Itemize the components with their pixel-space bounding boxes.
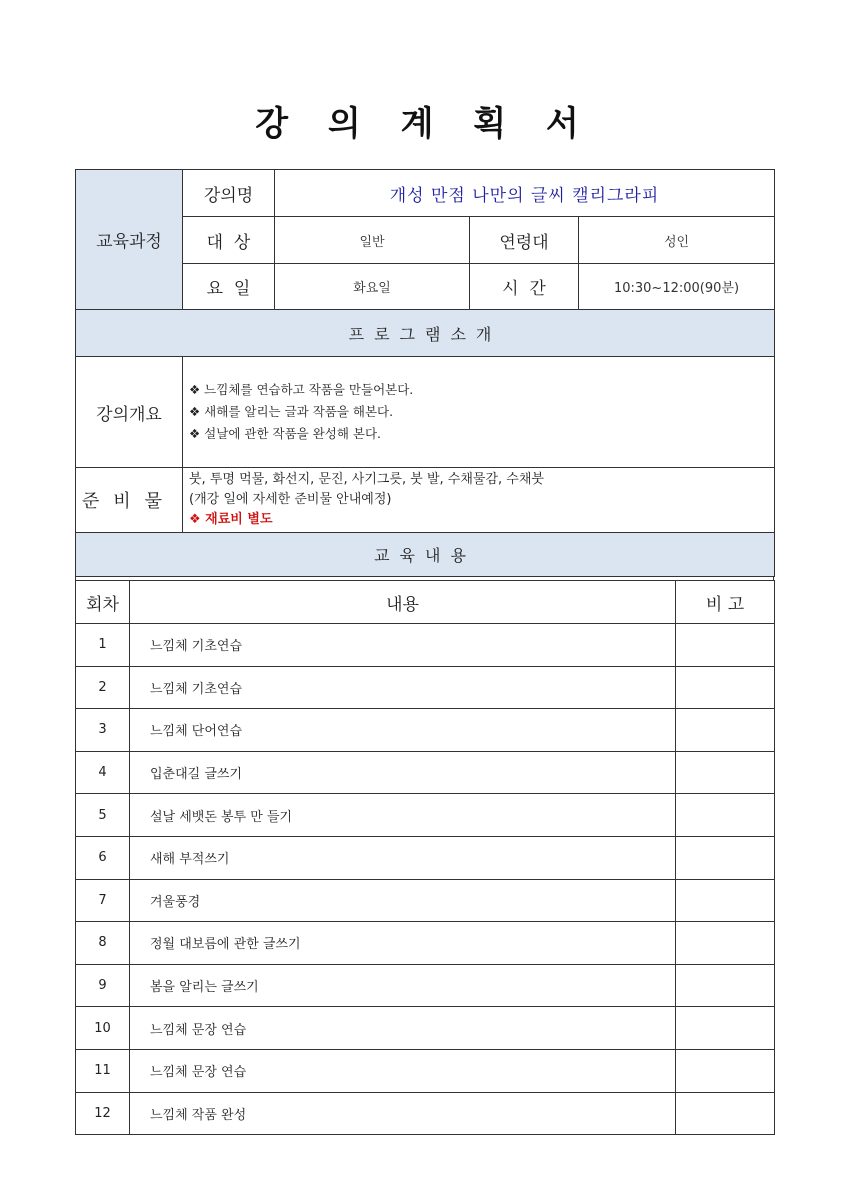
session-remarks (676, 1092, 775, 1135)
schedule-table (75, 580, 775, 1135)
document-title: 강 의 계 획 서 (255, 104, 593, 144)
table-row (76, 666, 775, 709)
age-label: 연령대 (470, 217, 579, 264)
table-row (76, 922, 775, 965)
session-remarks (676, 964, 775, 1007)
education-content-header: 교육내용 (76, 533, 775, 577)
supplies-list: 붓, 투명 먹물, 화선지, 문진, 사기그릇, 붓 발, 수채물감, 수채붓 (189, 472, 544, 487)
table-row (76, 1092, 775, 1135)
session-remarks (676, 1007, 775, 1050)
session-number: 1 (76, 624, 130, 667)
session-content: 느낌체 문장 연습 (130, 1049, 676, 1092)
session-number: 11 (76, 1049, 130, 1092)
session-content: 정월 대보름에 관한 글쓰기 (130, 922, 676, 965)
session-number: 2 (76, 666, 130, 709)
table-row (76, 709, 775, 752)
session-content: 느낌체 기초연습 (130, 624, 676, 667)
session-remarks (676, 922, 775, 965)
course-name: 개성 만점 나만의 글씨 캘리그라피 (275, 170, 775, 217)
session-remarks (676, 709, 775, 752)
table-row (76, 624, 775, 667)
session-content: 봄을 알리는 글쓰기 (130, 964, 676, 1007)
time-label: 시 간 (470, 264, 579, 310)
session-number: 4 (76, 751, 130, 794)
program-intro-header: 프로그램소개 (76, 310, 775, 357)
day-label: 요 일 (183, 264, 275, 310)
overview-label: 강의개요 (76, 357, 183, 468)
table-row (76, 1007, 775, 1050)
table-row (76, 836, 775, 879)
course-name-label: 강의명 (183, 170, 275, 217)
session-number: 7 (76, 879, 130, 922)
age-value: 성인 (579, 217, 775, 264)
session-remarks (676, 879, 775, 922)
session-content: 느낌체 작품 완성 (130, 1092, 676, 1135)
supplies-label: 준비물 (76, 468, 183, 533)
session-remarks (676, 794, 775, 837)
course-info-table (75, 169, 775, 577)
session-remarks (676, 1049, 775, 1092)
session-content: 느낌체 기초연습 (130, 666, 676, 709)
material-fee-note: ❖ 재료비 별도 (189, 512, 273, 527)
table-row (76, 794, 775, 837)
overview-item: ❖ 느낌체를 연습하고 작품을 만들어본다. (189, 382, 414, 397)
day-value: 화요일 (275, 264, 470, 310)
session-number: 8 (76, 922, 130, 965)
target-value: 일반 (275, 217, 470, 264)
session-number: 3 (76, 709, 130, 752)
session-remarks (676, 624, 775, 667)
session-number: 5 (76, 794, 130, 837)
session-content: 겨울풍경 (130, 879, 676, 922)
supplies-notice: (개강 일에 자세한 준비물 안내예정) (189, 492, 392, 507)
session-number: 9 (76, 964, 130, 1007)
session-content: 설날 세뱃돈 봉투 만 들기 (130, 794, 676, 837)
session-content: 새해 부적쓰기 (130, 836, 676, 879)
session-content: 느낌체 단어연습 (130, 709, 676, 752)
curriculum-label: 교육과정 (76, 170, 183, 310)
overview-item: ❖ 새해를 알리는 글과 작품을 해본다. (189, 404, 394, 419)
table-row (76, 1049, 775, 1092)
session-remarks (676, 836, 775, 879)
session-number: 12 (76, 1092, 130, 1135)
content-header: 내용 (130, 581, 676, 624)
table-row (76, 879, 775, 922)
session-content: 느낌체 문장 연습 (130, 1007, 676, 1050)
overview-content (183, 357, 775, 468)
session-number: 10 (76, 1007, 130, 1050)
session-content: 입춘대길 글쓰기 (130, 751, 676, 794)
session-number: 6 (76, 836, 130, 879)
table-row (76, 751, 775, 794)
time-value: 10:30~12:00(90분) (579, 264, 775, 310)
session-remarks (676, 666, 775, 709)
table-row (76, 964, 775, 1007)
supplies-content (183, 468, 775, 533)
overview-item: ❖ 설날에 관한 작품을 완성해 본다. (189, 426, 382, 441)
target-label: 대 상 (183, 217, 275, 264)
session-remarks (676, 751, 775, 794)
remarks-header: 비 고 (676, 581, 775, 624)
session-header: 회차 (76, 581, 130, 624)
